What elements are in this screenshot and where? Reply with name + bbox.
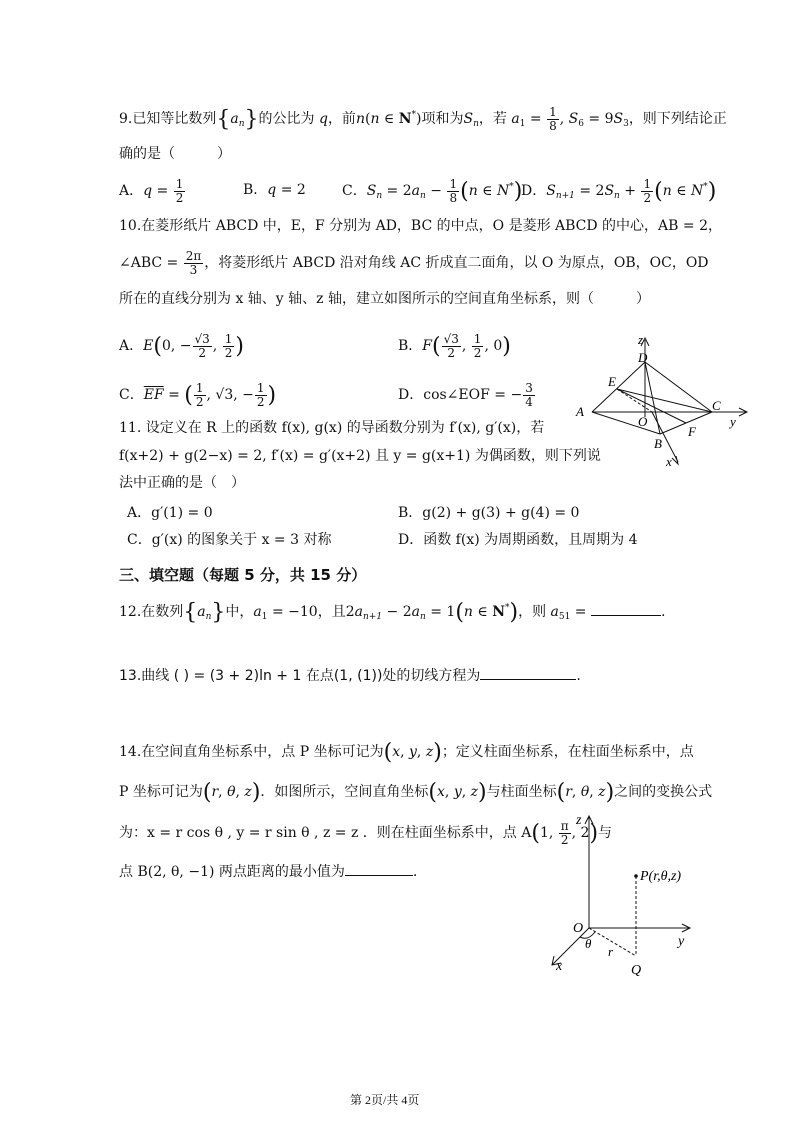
q14-line4: 点 B(2, θ, −1) 两点距离的最小值为 . <box>119 864 418 880</box>
q9-option-d[interactable]: D．$S_{n+1} = 2S_n$ + $\frac{1}{2}$ (n ∈ N*) <box>521 177 717 205</box>
q10-option-b[interactable]: B．F( $\frac{√3}{2}$ , $\frac{1}{2}$ , 0) <box>398 332 511 360</box>
q10-line2: ∠ABC = $\frac{2\pi}{3}$ ，将菱形纸片 ABCD 沿对角线 AC 折成直二面角，以 O 为原点，OB，OC，OD <box>119 249 709 277</box>
fig14-label-x: x <box>556 959 563 974</box>
page-footer: 第 2页/共 4页 <box>350 1093 420 1107</box>
q10-option-d[interactable]: D．cos∠EOF = − $\frac{3}{4}$ <box>398 381 533 409</box>
fig-label-E: E <box>608 374 616 389</box>
fig-label-C: C <box>712 398 721 413</box>
q13-answer-blank[interactable] <box>480 679 576 680</box>
fig14-label-theta: θ <box>585 936 592 951</box>
fig14-label-r: r <box>608 944 614 959</box>
fig14-label-P: P(r,θ,z) <box>640 869 682 884</box>
fig-label-x: x <box>666 454 672 469</box>
q11-option-b[interactable]: B．g(2) + g(3) + g(4) = 0 <box>398 505 580 521</box>
fig14-label-Q: Q <box>631 963 642 978</box>
fig-label-A: A <box>576 404 584 419</box>
q11-option-d[interactable]: D．函数 f(x) 为周期函数，且周期为 4 <box>398 532 638 548</box>
section-3-title: 三、填空题（每题 5 分，共 15 分） <box>119 566 367 584</box>
fig14-label-z: z <box>576 813 582 828</box>
q14-cylinder-figure <box>540 808 710 983</box>
q10-line1: 10.在菱形纸片 ABCD 中，E，F 分别为 AD，BC 的中点，O 是菱形 ABCD 的中心，AB = 2， <box>119 218 722 234</box>
q14-line2: P 坐标可记为(r, θ, z)．如图所示，空间直角坐标(x, y, z)与柱面坐标(r, θ, z)之间的变换公式 <box>119 780 713 805</box>
q14-line3: 为：x = r cos θ , y = r sin θ , z = z ．则在柱面坐标系中，点 A(1, $\frac{\pi}{2}$ , 2)与 <box>119 819 613 847</box>
q10-option-a[interactable]: A．E(0, − $\frac{√3}{2}$ , $\frac{1}{2}$ ) <box>119 332 244 360</box>
q10-option-c[interactable]: C．$\overline{EF}$ = ( $\frac{1}{2}$ , √3, − $\frac{1}{2}$ ) <box>119 381 277 409</box>
fig-label-z: z <box>638 332 644 347</box>
fig-label-D: D <box>638 350 648 365</box>
q11-line1: 11. 设定义在 R 上的函数 f(x), g(x) 的导函数分别为 f′(x), g′(x)，若 <box>119 420 545 436</box>
q11-option-c[interactable]: C．g′(x) 的图象关于 x = 3 对称 <box>127 532 332 548</box>
q11-option-a[interactable]: A．g′(1) = 0 <box>127 505 213 521</box>
q11-line2: f(x+2) + g(2−x) = 2, f′(x) = g′(x+2) 且 y = g(x+1) 为偶函数，则下列说 <box>119 448 601 464</box>
fig-label-F: F <box>688 424 696 439</box>
q9-line2: 确的是（ ） <box>119 146 231 162</box>
fig-label-O: O <box>638 414 648 429</box>
fig-label-y: y <box>730 414 736 429</box>
fig14-label-y: y <box>678 934 685 949</box>
q9-option-a[interactable]: A．q = $\frac{1}{2}$ <box>119 177 184 205</box>
q14-answer-blank[interactable] <box>345 875 413 876</box>
fig-label-B: B <box>654 436 662 451</box>
q9-line1: 9.已知等比数列$\{a_n\}$的公比为 q，前n(n ∈ N*)项和为$S_n$，若 $a_1$ = $\frac{1}{8}$ , $S_6 = 9S_3$，则下列结论正 <box>119 105 727 133</box>
q10-line3: 所在的直线分别为 x 轴、y 轴、z 轴，建立如图所示的空间直角坐标系，则（ ） <box>119 291 650 307</box>
q11-line3: 法中正确的是（ ） <box>119 475 245 491</box>
fig14-label-O: O <box>573 921 584 936</box>
q13-line: 13.曲线 ( ) = (3 + 2)ln + 1 在点(1, (1))处的切线方程为 . <box>119 668 581 684</box>
q12-line: 12.在数列$\{a_n\}$中，$a_1 = -10$，且$2a_{n+1} - 2a_n = 1(n$ ∈ N*)，则 $a_{51}$ = . <box>119 600 666 625</box>
q12-answer-blank[interactable] <box>591 615 661 616</box>
q14-line1: 14.在空间直角坐标系中，点 P 坐标可记为(x, y, z)；定义柱面坐标系，在柱面坐标系中，点 <box>119 740 694 765</box>
q9-option-c[interactable]: C．$S_n = 2a_n$ − $\frac{1}{8}$ (n ∈ N*) <box>342 177 523 205</box>
q9-option-b[interactable]: B．q = 2 <box>243 182 306 198</box>
